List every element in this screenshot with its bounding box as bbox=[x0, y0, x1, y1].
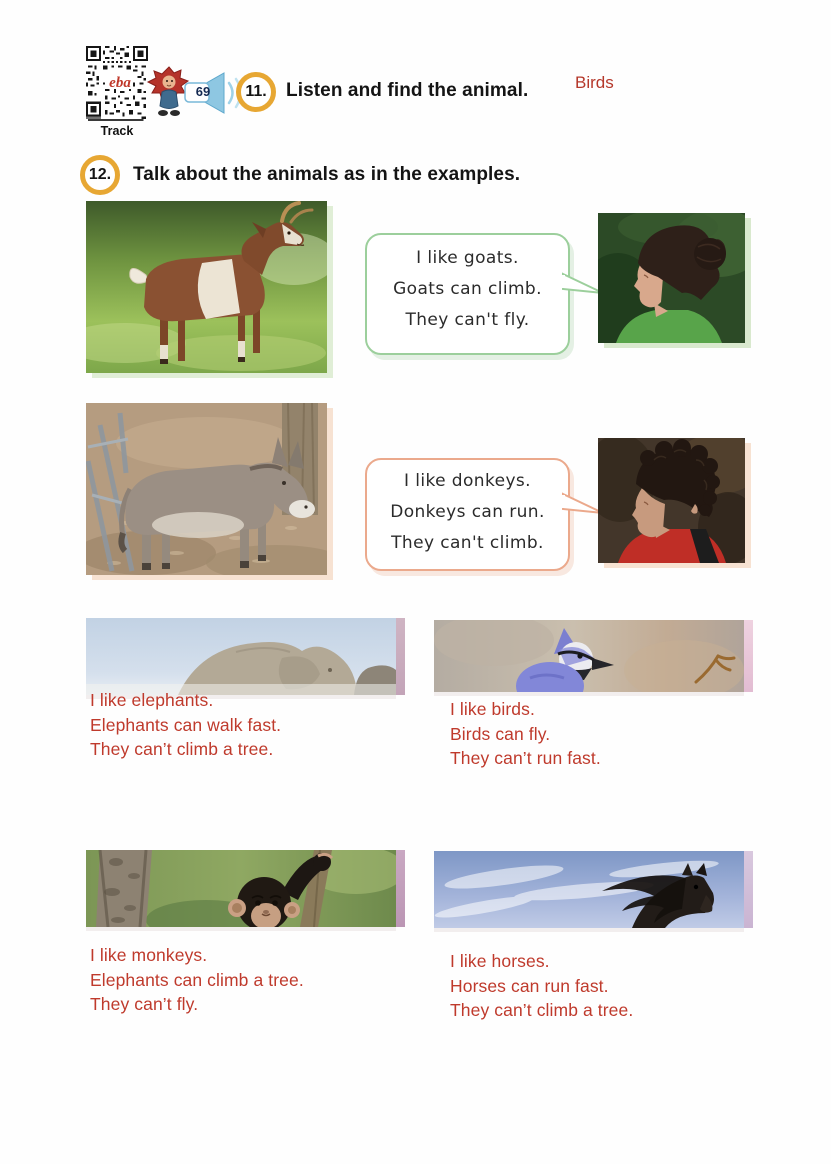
caption-line: Elephants can climb a tree. bbox=[90, 969, 304, 990]
track-label: Track bbox=[100, 124, 134, 138]
exercise-12-number: 12. bbox=[88, 166, 112, 183]
card-edge-stripe bbox=[744, 620, 753, 692]
horse-caption bbox=[450, 949, 633, 1023]
goat-photo bbox=[86, 201, 327, 373]
exercise-11-answer: Birds bbox=[575, 73, 614, 92]
caption-line: I like birds. bbox=[450, 699, 535, 719]
card-edge-stripe bbox=[396, 850, 405, 927]
bubble-line: They can't climb. bbox=[391, 533, 544, 553]
caption-line: Horses can run fast. bbox=[450, 975, 609, 996]
exercise-12-title: Talk about the animals as in the examples. bbox=[133, 164, 521, 185]
exercise-11-number: 11. bbox=[245, 83, 267, 100]
caption-line: Elephants can walk fast. bbox=[90, 714, 282, 735]
bubble-line: I like donkeys. bbox=[404, 471, 531, 491]
donkey-photo bbox=[86, 403, 327, 575]
boy-photo bbox=[598, 438, 745, 563]
caption-line: They can’t fly. bbox=[90, 994, 199, 1014]
exercise-11-badge bbox=[236, 72, 276, 112]
horse-photo bbox=[434, 851, 744, 928]
bird-photo bbox=[434, 620, 744, 692]
caption-line: They can’t run fast. bbox=[450, 748, 601, 768]
exercise-11-title: Listen and find the animal. bbox=[286, 80, 529, 101]
caption-line: They can’t climb a tree. bbox=[90, 739, 274, 759]
donkey-speech-bubble bbox=[365, 458, 570, 571]
card-edge-stripe bbox=[396, 618, 405, 695]
caption-line: I like elephants. bbox=[90, 690, 214, 710]
elephant-photo bbox=[86, 618, 396, 695]
exercise-12-badge bbox=[80, 155, 120, 195]
sound-wave-icon bbox=[229, 83, 233, 103]
caption-line: I like horses. bbox=[450, 951, 550, 971]
card-edge-stripe bbox=[744, 851, 753, 928]
bubble-line: I like goats. bbox=[416, 248, 519, 268]
goat-speech-bubble bbox=[365, 233, 570, 355]
bubble-line: Donkeys can run. bbox=[390, 502, 545, 522]
qr-eba-label: eba bbox=[109, 75, 131, 91]
audio-track-number: 69 bbox=[195, 84, 211, 99]
monkey-photo bbox=[86, 850, 396, 927]
monkey-caption bbox=[90, 943, 304, 1017]
bubble-line: Goats can climb. bbox=[393, 279, 542, 299]
caption-line: Birds can fly. bbox=[450, 723, 551, 744]
girl-photo bbox=[598, 213, 745, 343]
caption-line: They can’t climb a tree. bbox=[450, 1000, 634, 1020]
elephant-caption bbox=[90, 688, 281, 762]
bird-caption bbox=[450, 697, 601, 771]
bubble-line: They can't fly. bbox=[405, 310, 530, 330]
caption-line: I like monkeys. bbox=[90, 945, 208, 965]
